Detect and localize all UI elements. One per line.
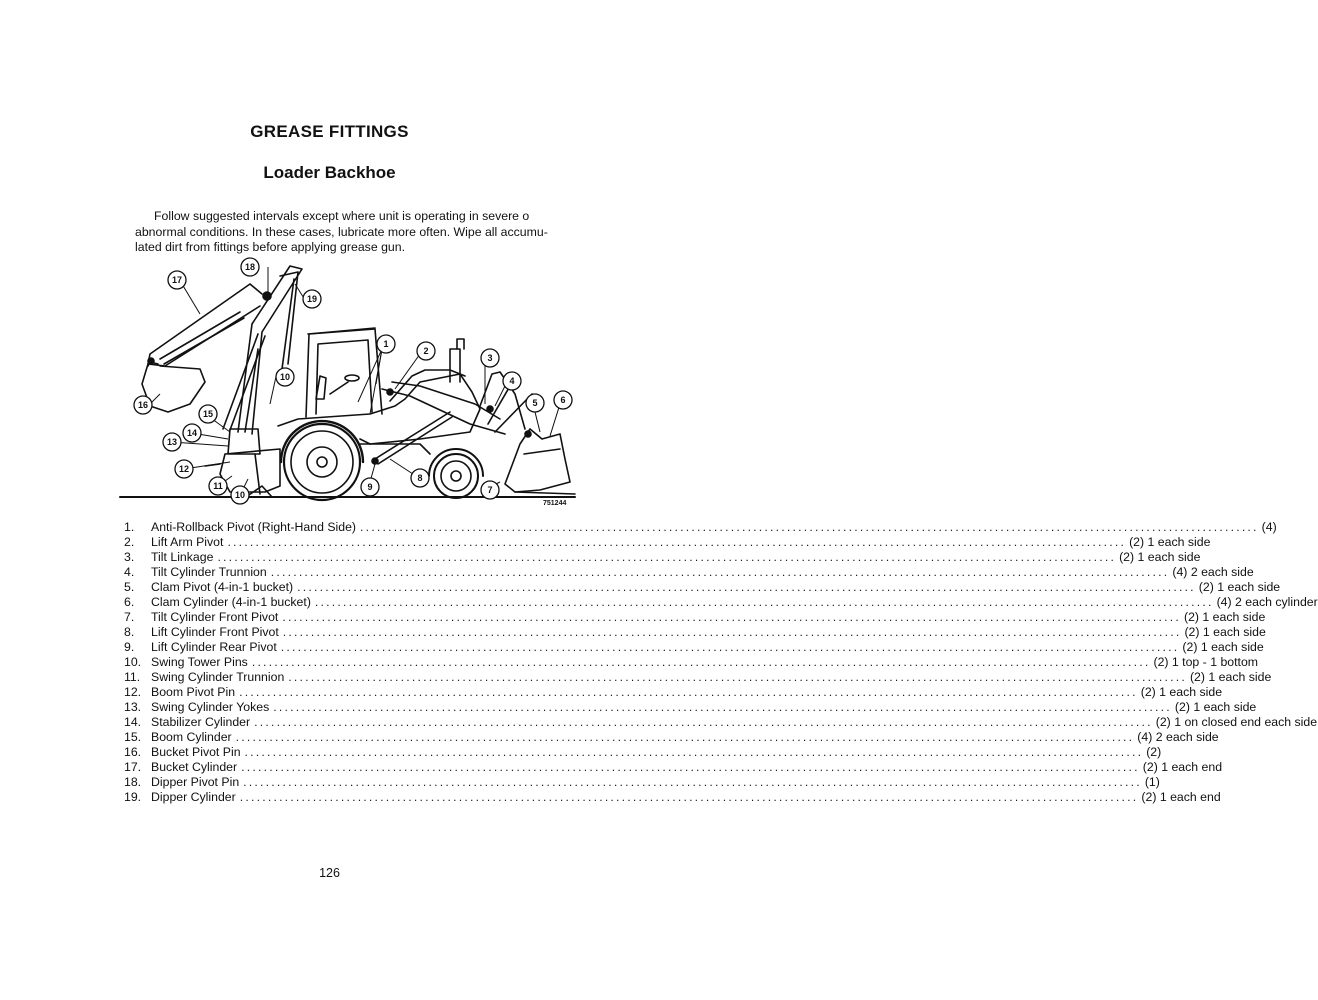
fitting-number: 13. — [124, 700, 142, 714]
fitting-quantity: (4) 2 each cylinder — [1216, 595, 1318, 609]
fitting-name: Anti-Rollback Pivot (Right-Hand Side) — [151, 520, 357, 534]
fitting-name: Lift Cylinder Front Pivot — [151, 625, 279, 639]
fitting-list-item — [124, 580, 1281, 595]
fitting-list-item — [124, 535, 1211, 550]
fitting-quantity: (4) 2 each side — [1172, 565, 1254, 579]
svg-text:12: 12 — [178, 464, 190, 474]
svg-text:15: 15 — [202, 409, 214, 419]
fitting-number: 6. — [124, 595, 135, 609]
callout-14 — [183, 424, 201, 442]
callout-16 — [134, 396, 152, 414]
svg-text:16: 16 — [137, 400, 149, 410]
callout-17 — [168, 271, 186, 289]
callout-2 — [417, 342, 435, 360]
callout-15 — [199, 405, 217, 423]
intro-line: abnormal conditions. In these cases, lubricate more often. Wipe all accumu- — [135, 224, 548, 239]
intro-line: Follow suggested intervals except where unit is operating in severe o — [154, 209, 530, 223]
fitting-list-item — [124, 775, 1160, 790]
fitting-number: 10. — [124, 655, 142, 669]
svg-text:4: 4 — [509, 376, 515, 386]
fitting-number: 14. — [124, 715, 142, 729]
fitting-list-item — [124, 565, 1254, 580]
fitting-quantity: (2) 1 each side — [1183, 610, 1266, 624]
callout-13 — [163, 433, 181, 451]
fitting-name: Tilt Cylinder Front Pivot — [151, 610, 279, 624]
fitting-quantity: (1) — [1144, 775, 1160, 789]
fitting-name: Clam Cylinder (4-in-1 bucket) — [151, 595, 311, 609]
fitting-list-item — [124, 625, 1266, 640]
svg-text:1: 1 — [383, 339, 389, 349]
callout-5 — [526, 394, 544, 412]
fitting-quantity: (2) 1 each side — [1119, 550, 1201, 564]
fitting-quantity: (2) 1 each side — [1140, 685, 1223, 699]
callout-18 — [241, 258, 259, 276]
fitting-name: Dipper Pivot Pin — [151, 775, 240, 789]
fitting-name: Swing Cylinder Yokes — [151, 700, 270, 714]
backhoe-loader-illustration — [120, 254, 590, 512]
fitting-list-item — [124, 655, 1259, 670]
fitting-name: Boom Pivot Pin — [151, 685, 236, 699]
dot-leader: ................................................................................................................................................................ — [239, 685, 1138, 699]
fitting-list-item — [124, 700, 1257, 715]
svg-text:10: 10 — [234, 490, 246, 500]
svg-text:17: 17 — [171, 275, 183, 285]
fitting-quantity: (2) 1 each side — [1174, 700, 1257, 714]
callout-10-lower — [231, 486, 249, 504]
fitting-quantity: (2) 1 each end — [1141, 790, 1221, 804]
fitting-number: 5. — [124, 580, 135, 594]
fitting-quantity: (2) 1 top - 1 bottom — [1153, 655, 1259, 669]
dot-leader: ................................................................................................................................................................ — [235, 730, 1135, 744]
intro-paragraph — [135, 209, 587, 256]
fitting-number: 18. — [124, 775, 142, 789]
svg-text:5: 5 — [532, 398, 538, 408]
callout-12 — [175, 460, 193, 478]
page-number: 126 — [319, 866, 340, 880]
callout-3 — [481, 349, 499, 367]
dot-leader: ................................................................................................................................................................ — [280, 640, 1180, 654]
dot-leader: ................................................................................................................................................................ — [297, 580, 1196, 594]
fitting-list-item — [124, 790, 1221, 805]
fitting-quantity: (4) 2 each side — [1137, 730, 1219, 744]
fitting-number: 1. — [124, 520, 135, 534]
dot-leader: ................................................................................................................................................................ — [239, 790, 1139, 804]
fitting-name: Swing Cylinder Trunnion — [151, 670, 285, 684]
fitting-quantity: (2) 1 each side — [1198, 580, 1281, 594]
figure-number: 751244 — [543, 500, 567, 507]
callout-1 — [377, 335, 395, 353]
fitting-quantity: (2) 1 each side — [1189, 670, 1272, 684]
fitting-name: Boom Cylinder — [151, 730, 232, 744]
svg-text:3: 3 — [487, 353, 493, 363]
callout-10-upper — [276, 368, 294, 386]
fitting-quantity: (4) — [1261, 520, 1277, 534]
fitting-list-item — [124, 715, 1318, 730]
dot-leader: ................................................................................................................................................................ — [282, 610, 1181, 624]
fitting-quantity: (2) 1 each end — [1142, 760, 1223, 774]
fitting-number: 16. — [124, 745, 142, 759]
dot-leader: ................................................................................................................................................................ — [288, 670, 1187, 684]
dot-leader: ................................................................................................................................................................ — [241, 760, 1140, 774]
fitting-number: 9. — [124, 640, 135, 654]
dot-leader: ................................................................................................................................................................ — [217, 550, 1117, 564]
fitting-list-item — [124, 745, 1162, 760]
fitting-number: 17. — [124, 760, 142, 774]
fitting-number: 7. — [124, 610, 135, 624]
fitting-number: 2. — [124, 535, 135, 549]
svg-text:8: 8 — [417, 473, 423, 483]
fitting-name: Dipper Cylinder — [151, 790, 236, 804]
dot-leader: ................................................................................................................................................................ — [243, 775, 1142, 789]
dot-leader: ................................................................................................................................................................ — [227, 535, 1127, 549]
fitting-name: Tilt Linkage — [151, 550, 214, 564]
svg-text:18: 18 — [244, 262, 256, 272]
page-title: GREASE FITTINGS — [250, 122, 409, 141]
dot-leader: ................................................................................................................................................................ — [360, 520, 1259, 534]
svg-text:7: 7 — [487, 485, 493, 495]
fitting-list-item — [124, 610, 1266, 625]
fitting-name: Lift Cylinder Rear Pivot — [151, 640, 277, 654]
fitting-name: Clam Pivot (4-in-1 bucket) — [151, 580, 294, 594]
fitting-quantity: (2) 1 each side — [1182, 640, 1264, 654]
fitting-number: 4. — [124, 565, 135, 579]
dot-leader: ................................................................................................................................................................ — [282, 625, 1182, 639]
dot-leader: ................................................................................................................................................................ — [273, 700, 1172, 714]
fitting-number: 15. — [124, 730, 142, 744]
fitting-name: Stabilizer Cylinder — [151, 715, 251, 729]
svg-text:19: 19 — [306, 294, 318, 304]
callout-11 — [209, 477, 227, 495]
svg-text:10: 10 — [279, 372, 291, 382]
fitting-name: Tilt Cylinder Trunnion — [151, 565, 267, 579]
svg-text:2: 2 — [423, 346, 429, 356]
fitting-number: 12. — [124, 685, 142, 699]
fitting-list-item — [124, 520, 1277, 535]
dot-leader: ................................................................................................................................................................ — [314, 595, 1214, 609]
fitting-list-item — [124, 685, 1223, 700]
callout-8 — [411, 469, 429, 487]
dot-leader: ................................................................................................................................................................ — [251, 655, 1151, 669]
dot-leader: ................................................................................................................................................................ — [254, 715, 1153, 729]
svg-text:11: 11 — [213, 481, 223, 491]
fitting-list-item — [124, 595, 1318, 610]
fitting-quantity: (2) — [1146, 745, 1162, 759]
fitting-number: 19. — [124, 790, 142, 804]
callout-7 — [481, 481, 499, 499]
fitting-quantity: (2) 1 each side — [1184, 625, 1266, 639]
grease-fitting-list — [124, 520, 1318, 805]
svg-text:13: 13 — [166, 437, 178, 447]
fitting-list-item — [124, 760, 1223, 775]
dot-leader: ................................................................................................................................................................ — [270, 565, 1170, 579]
fitting-quantity: (2) 1 on closed end each side — [1155, 715, 1318, 729]
callout-4 — [503, 372, 521, 390]
fitting-name: Swing Tower Pins — [151, 655, 248, 669]
fitting-list-item — [124, 730, 1219, 745]
page-subtitle: Loader Backhoe — [263, 163, 396, 182]
dot-leader: ................................................................................................................................................................ — [244, 745, 1144, 759]
fitting-name: Bucket Pivot Pin — [151, 745, 241, 759]
fitting-number: 11. — [124, 670, 141, 684]
fitting-list-item — [124, 550, 1201, 565]
fitting-list-item — [124, 640, 1264, 655]
callout-19 — [303, 290, 321, 308]
callout-6 — [554, 391, 572, 409]
fitting-number: 3. — [124, 550, 135, 564]
svg-text:14: 14 — [186, 428, 198, 438]
fitting-list-item — [124, 670, 1272, 685]
fitting-number: 8. — [124, 625, 135, 639]
callout-9 — [361, 478, 379, 496]
intro-line: lated dirt from fittings before applying grease gun. — [135, 240, 406, 254]
fitting-name: Lift Arm Pivot — [151, 535, 224, 549]
svg-text:9: 9 — [367, 482, 373, 492]
fitting-name: Bucket Cylinder — [151, 760, 238, 774]
fitting-quantity: (2) 1 each side — [1129, 535, 1211, 549]
svg-text:6: 6 — [560, 395, 566, 405]
